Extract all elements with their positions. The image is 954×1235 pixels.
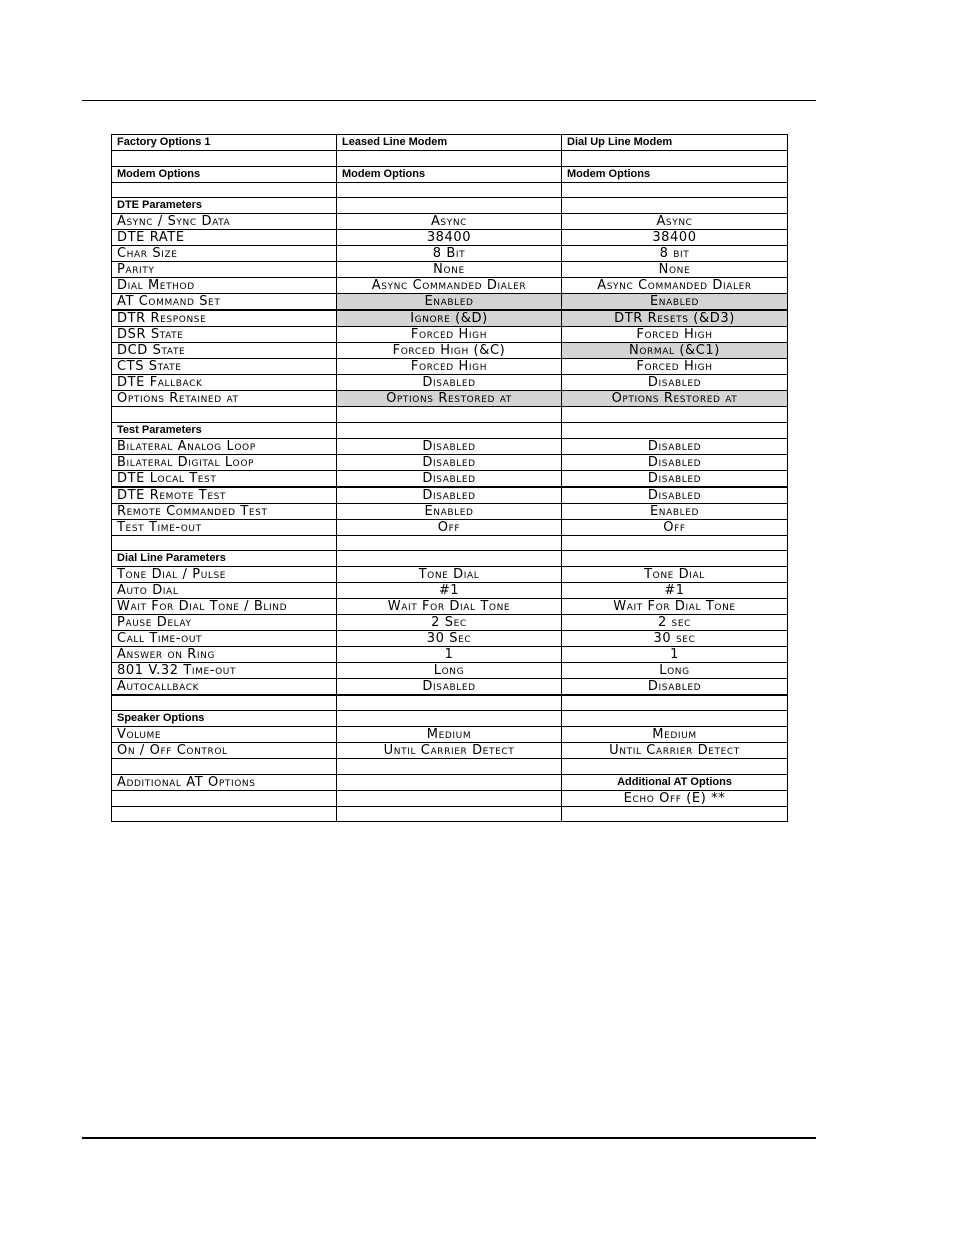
option-name: DTE Fallback: [112, 375, 337, 391]
blank-row: [112, 407, 788, 423]
blank-row: [112, 535, 788, 551]
option-name: Volume: [112, 727, 337, 743]
table-row: [112, 631, 788, 647]
option-name: Autocallback: [112, 679, 337, 696]
table-row: [112, 583, 788, 599]
table-row: [112, 214, 788, 230]
table-row: [112, 567, 788, 583]
table-row: [112, 391, 788, 407]
additional-at-options-label: Additional AT Options: [112, 774, 337, 790]
table-row: [112, 615, 788, 631]
table-row: [112, 663, 788, 679]
table-row: [112, 246, 788, 262]
dialup-value: 30 sec: [562, 631, 788, 647]
dialup-value: Long: [562, 663, 788, 679]
leased-value: #1: [337, 583, 562, 599]
additional-at-options-row: [112, 774, 788, 790]
section-modem-options: [112, 166, 788, 182]
leased-value: Enabled: [337, 503, 562, 519]
table-row: [112, 647, 788, 663]
option-name: Bilateral Digital Loop: [112, 454, 337, 470]
dialup-value: Enabled: [562, 503, 788, 519]
section-label: Test Parameters: [112, 422, 337, 438]
leased-value: Disabled: [337, 438, 562, 454]
leased-value: Tone Dial: [337, 567, 562, 583]
dialup-value: 8 bit: [562, 246, 788, 262]
table-row: [112, 375, 788, 391]
option-name: Wait For Dial Tone / Blind: [112, 599, 337, 615]
leased-value: Off: [337, 519, 562, 535]
section-label: Dial Line Parameters: [112, 551, 337, 567]
section-label: Speaker Options: [112, 711, 337, 727]
table-row: [112, 503, 788, 519]
table-row: [112, 343, 788, 359]
leased-value: 1: [337, 647, 562, 663]
dialup-value: #1: [562, 583, 788, 599]
dialup-value: Forced High: [562, 359, 788, 375]
blank-row: [112, 182, 788, 198]
section-label: DTE Parameters: [112, 198, 337, 214]
leased-value: 2 Sec: [337, 615, 562, 631]
table-row: [112, 487, 788, 504]
blank-row: [112, 151, 788, 167]
leased-value: Disabled: [337, 679, 562, 696]
option-name: Auto Dial: [112, 583, 337, 599]
option-name: DTE RATE: [112, 230, 337, 246]
additional-at-options-header: Additional AT Options: [562, 774, 788, 790]
dialup-value: Forced High: [562, 327, 788, 343]
option-name: Dial Method: [112, 278, 337, 294]
dialup-value: 1: [562, 647, 788, 663]
leased-value: None: [337, 262, 562, 278]
leased-value: Ignore (&D): [337, 310, 562, 327]
option-name: Options Retained at: [112, 391, 337, 407]
leased-value: Medium: [337, 727, 562, 743]
dialup-value: Off: [562, 519, 788, 535]
table-row: [112, 679, 788, 696]
option-name: Test Time-out: [112, 519, 337, 535]
dialup-value: Wait For Dial Tone: [562, 599, 788, 615]
section-test-parameters: [112, 422, 788, 438]
dialup-value: Until Carrier Detect: [562, 743, 788, 759]
blank-row: [112, 759, 788, 775]
option-name: Parity: [112, 262, 337, 278]
table-row: [112, 294, 788, 311]
leased-value: Long: [337, 663, 562, 679]
header-factory-options: Factory Options 1: [112, 135, 337, 151]
option-name: Bilateral Analog Loop: [112, 438, 337, 454]
table-row: [112, 790, 788, 806]
dialup-value: Tone Dial: [562, 567, 788, 583]
leased-value: 38400: [337, 230, 562, 246]
dialup-value: Options Restored at: [562, 391, 788, 407]
dialup-value: Async Commanded Dialer: [562, 278, 788, 294]
option-name: 801 V.32 Time-out: [112, 663, 337, 679]
section-dte-parameters: [112, 198, 788, 214]
option-name: DCD State: [112, 343, 337, 359]
leased-value: Forced High: [337, 327, 562, 343]
leased-value: Async Commanded Dialer: [337, 278, 562, 294]
table-row: [112, 470, 788, 487]
dialup-value: None: [562, 262, 788, 278]
dialup-value: Normal (&C1): [562, 343, 788, 359]
footer-rule: [82, 1137, 816, 1139]
option-name: Pause Delay: [112, 615, 337, 631]
dialup-value: 2 sec: [562, 615, 788, 631]
section-dial-line-parameters: [112, 551, 788, 567]
table-row: [112, 519, 788, 535]
table-header-row: [112, 135, 788, 151]
leased-value: Disabled: [337, 487, 562, 504]
leased-value: Options Restored at: [337, 391, 562, 407]
leased-value: Enabled: [337, 294, 562, 311]
option-name: Char Size: [112, 246, 337, 262]
option-name: Async / Sync Data: [112, 214, 337, 230]
dialup-value: 38400: [562, 230, 788, 246]
table-row: [112, 727, 788, 743]
option-name: Tone Dial / Pulse: [112, 567, 337, 583]
modem-options-label: Modem Options: [562, 166, 788, 182]
blank-row: [112, 695, 788, 711]
table-row: [112, 599, 788, 615]
table-row: [112, 359, 788, 375]
leased-value: Disabled: [337, 454, 562, 470]
header-rule: [82, 100, 816, 101]
dialup-value: DTR Resets (&D3): [562, 310, 788, 327]
option-name: CTS State: [112, 359, 337, 375]
table-row: [112, 230, 788, 246]
leased-value: 30 Sec: [337, 631, 562, 647]
dialup-value: Enabled: [562, 294, 788, 311]
header-dial-up: Dial Up Line Modem: [562, 135, 788, 151]
blank-row: [112, 806, 788, 822]
table-row: [112, 743, 788, 759]
option-name: DSR State: [112, 327, 337, 343]
table-row: [112, 278, 788, 294]
table-row: [112, 438, 788, 454]
dialup-value: Disabled: [562, 679, 788, 696]
dialup-value: Disabled: [562, 438, 788, 454]
option-name: Call Time-out: [112, 631, 337, 647]
option-name: On / Off Control: [112, 743, 337, 759]
leased-value: Disabled: [337, 470, 562, 487]
option-name: Answer on Ring: [112, 647, 337, 663]
leased-value: Async: [337, 214, 562, 230]
dialup-value: Medium: [562, 727, 788, 743]
table-row: [112, 262, 788, 278]
option-name: AT Command Set: [112, 294, 337, 311]
option-name: DTE Remote Test: [112, 487, 337, 504]
leased-value: Forced High: [337, 359, 562, 375]
header-leased-line: Leased Line Modem: [337, 135, 562, 151]
dialup-value: Async: [562, 214, 788, 230]
leased-value: 8 Bit: [337, 246, 562, 262]
option-name: DTE Local Test: [112, 470, 337, 487]
leased-value: Until Carrier Detect: [337, 743, 562, 759]
option-name: DTR Response: [112, 310, 337, 327]
dialup-value: Disabled: [562, 375, 788, 391]
dialup-value: Disabled: [562, 487, 788, 504]
leased-value: Forced High (&C): [337, 343, 562, 359]
modem-options-label: Modem Options: [112, 166, 337, 182]
factory-options-table: [111, 134, 788, 822]
modem-options-label: Modem Options: [337, 166, 562, 182]
echo-off-value: Echo Off (E) **: [562, 790, 788, 806]
leased-value: Wait For Dial Tone: [337, 599, 562, 615]
option-name: Remote Commanded Test: [112, 503, 337, 519]
table-row: [112, 327, 788, 343]
table-row: [112, 454, 788, 470]
section-speaker-options: [112, 711, 788, 727]
dialup-value: Disabled: [562, 470, 788, 487]
leased-value: Disabled: [337, 375, 562, 391]
table-row: [112, 310, 788, 327]
dialup-value: Disabled: [562, 454, 788, 470]
